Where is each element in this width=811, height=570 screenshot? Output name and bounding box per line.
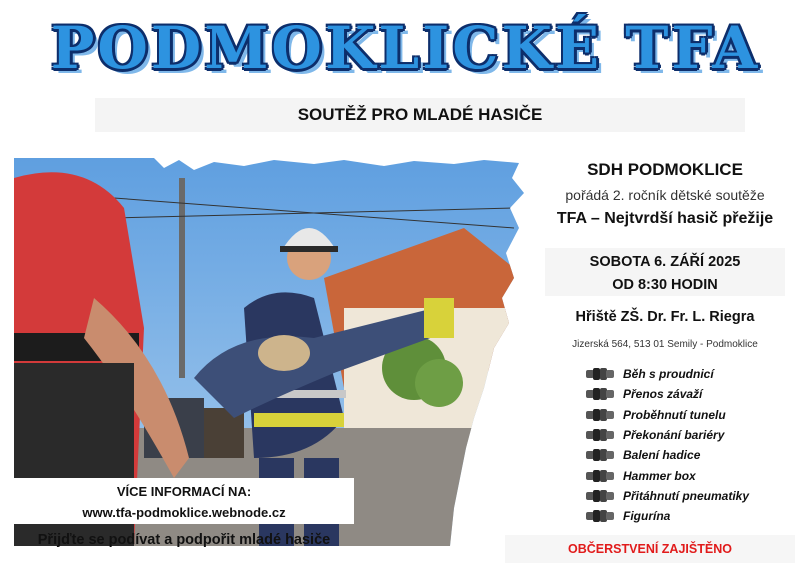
hose-coupling-icon [585,367,615,381]
poster-title: PODMOKLICKÉ TFA [50,14,761,82]
discipline-item [585,364,749,384]
discipline-list [585,364,749,526]
more-info-label: VÍCE INFORMACÍ NA: [116,484,252,499]
hose-coupling-icon [585,448,615,462]
discipline-label: Proběhnutí tunelu [623,407,726,422]
event-time: OD 8:30 HODIN [612,277,718,293]
event-address: Jizerská 564, 513 01 Semily - Podmoklice [572,339,758,350]
discipline-label: Přenos závaží [623,387,703,402]
event-intro: pořádá 2. ročník dětské soutěže [565,187,765,203]
hose-coupling-icon [585,428,615,442]
discipline-label: Balení hadice [623,448,701,463]
discipline-label: Běh s proudnicí [623,367,714,382]
discipline-item [585,486,749,506]
website-link[interactable]: www.tfa-podmoklice.webnode.cz [82,505,286,520]
refreshments-note: OBČERSTVENÍ ZAJIŠTĚNO [505,535,795,563]
discipline-item [585,465,749,485]
discipline-item [585,445,749,465]
more-info-box [14,478,354,524]
event-date: SOBOTA 6. ZÁŘÍ 2025 [589,254,741,270]
discipline-item [585,506,749,526]
hose-coupling-icon [585,387,615,401]
discipline-item [585,405,749,425]
hose-coupling-icon [585,408,615,422]
discipline-item [585,384,749,404]
hose-coupling-icon [585,469,615,483]
organizer: SDH PODMOKLICE [587,160,743,179]
discipline-label: Přitáhnutí pneumatiky [623,488,750,503]
subtitle-banner [95,98,745,132]
discipline-label: Překonání bariéry [623,428,725,443]
discipline-label: Hammer box [623,468,696,483]
invitation-text: Přijďte se podívat a podpořit mladé hasiče [37,532,331,548]
hose-coupling-icon [585,509,615,523]
event-name: TFA – Nejtvrdší hasič přežije [556,210,774,227]
subtitle: SOUTĚŽ PRO MLADÉ HASIČE [297,105,543,124]
event-venue: Hřiště ZŠ. Dr. Fr. L. Riegra [575,309,755,325]
discipline-label: Figurína [623,509,671,524]
hose-coupling-icon [585,489,615,503]
discipline-item [585,425,749,445]
